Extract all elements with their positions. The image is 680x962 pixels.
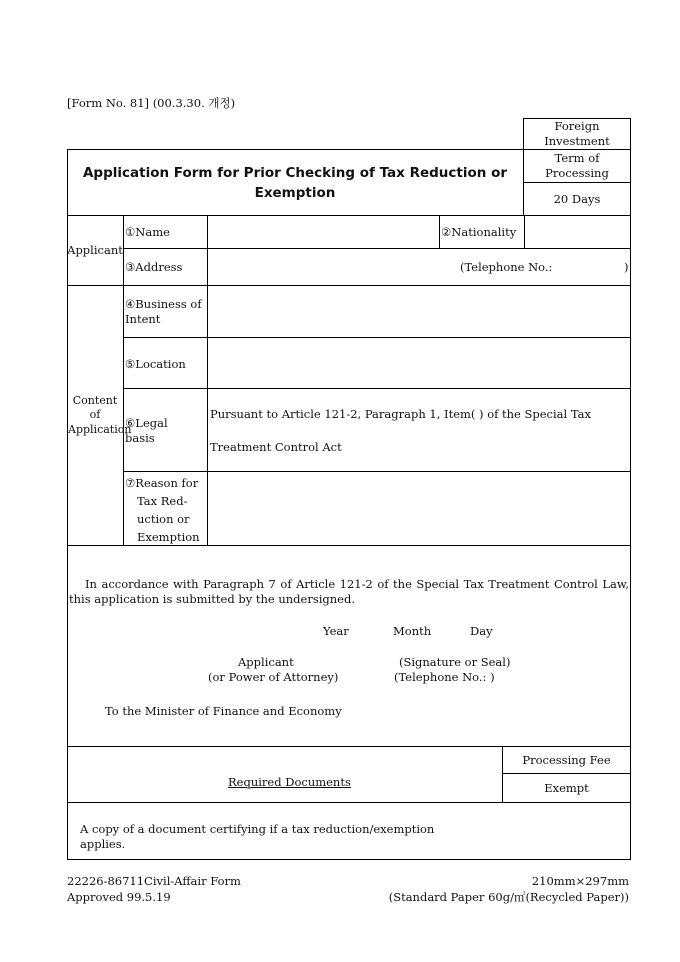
- footer-paper: (Standard Paper 60g/㎡(Recycled Paper)): [388, 890, 629, 904]
- footer-size: 210mm×297mm: [531, 874, 629, 888]
- date-year: Year: [323, 624, 349, 638]
- footer-form-code: 22226-86711Civil-Affair Form: [67, 874, 241, 888]
- telephone-close: ): [624, 260, 629, 274]
- form-number: [Form No. 81] (00.3.30. 개정): [67, 96, 236, 110]
- processing-fee-label: Processing Fee: [522, 752, 611, 767]
- location-field[interactable]: [208, 338, 630, 388]
- item-number-field[interactable]: [470, 405, 488, 423]
- date-month: Month: [393, 624, 432, 638]
- term-of-processing-label: Term of Processing: [545, 151, 609, 180]
- signature-seal-label: (Signature or Seal): [399, 655, 511, 669]
- reason-field[interactable]: [208, 472, 630, 545]
- legal-basis-label: ⑥Legal basis: [125, 416, 168, 445]
- legal-basis-text-line2: Treatment Control Act: [210, 440, 342, 454]
- addressee: To the Minister of Finance and Economy: [105, 704, 342, 718]
- business-field[interactable]: [208, 286, 630, 337]
- power-of-attorney-label: (or Power of Attorney): [208, 670, 339, 684]
- business-label: ④Business of Intent: [125, 297, 202, 326]
- reason-label: ⑦Reason for Tax Red- uction or Exemption: [125, 476, 200, 544]
- applicant-signature-label: Applicant: [238, 655, 294, 669]
- form-title: Application Form for Prior Checking of Tax Reduction or Exemption: [82, 165, 508, 201]
- telephone-label: (Telephone No.:: [460, 260, 553, 274]
- required-document-item: A copy of a document certifying if a tax reduction/exemption applies.: [80, 822, 435, 851]
- location-label: ⑤Location: [125, 357, 186, 371]
- footer-approved: Approved 99.5.19: [67, 890, 171, 904]
- applicant-section-label: Applicant: [67, 243, 123, 258]
- address-label: ③Address: [125, 260, 183, 274]
- telephone-field[interactable]: [560, 250, 620, 284]
- name-label: ①Name: [125, 225, 170, 239]
- required-documents-label: Required Documents: [228, 775, 351, 789]
- legal-basis-text-line1: Pursuant to Article 121-2, Paragraph 1, Item( ) of the Special Tax: [210, 407, 591, 421]
- name-field[interactable]: [208, 216, 438, 248]
- foreign-investment-label: Foreign Investment: [544, 119, 610, 148]
- nationality-label: ②Nationality: [441, 225, 517, 239]
- date-day: Day: [470, 624, 493, 638]
- declaration-text: In accordance with Paragraph 7 of Article 121-2 of the Special Tax Treatment Control Law, this application is submitted by the undersigned.: [69, 577, 629, 606]
- term-of-processing-value: 20 Days: [553, 191, 601, 206]
- content-section-label: Content of Application: [68, 394, 132, 436]
- nationality-field[interactable]: [525, 216, 630, 248]
- address-field[interactable]: [208, 249, 458, 285]
- processing-fee-value: Exempt: [544, 780, 589, 795]
- declaration-telephone-label: (Telephone No.: ): [394, 670, 495, 684]
